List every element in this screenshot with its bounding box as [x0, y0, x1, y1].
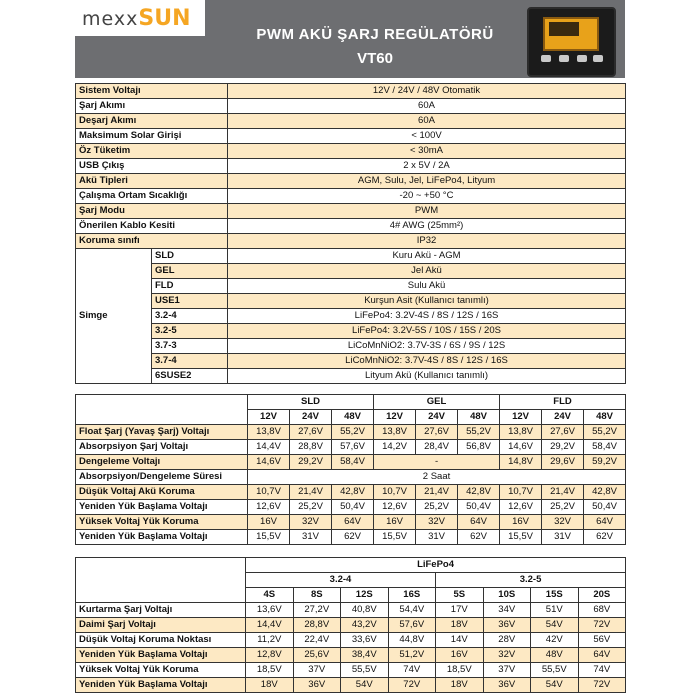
spec-label: Öz Tüketim: [76, 144, 228, 159]
value-cell: 37V: [293, 663, 341, 678]
value-cell: 16V: [374, 515, 416, 530]
symbol-row: [76, 309, 626, 324]
symbol-code: 3.2-4: [152, 309, 228, 324]
value-cell: 21,4V: [542, 485, 584, 500]
value-cell: 28,8V: [290, 440, 332, 455]
value-cell: 62V: [584, 530, 626, 545]
value-cell: 31V: [290, 530, 332, 545]
value-cell: 43,2V: [341, 618, 389, 633]
symbol-code: USE1: [152, 294, 228, 309]
spec-row: [76, 174, 626, 189]
table-row: [76, 648, 626, 663]
row-label: Absorpsiyon Şarj Voltajı: [76, 440, 248, 455]
symbol-row: [76, 369, 626, 384]
voltage-header: 48V: [458, 410, 500, 425]
value-cell: 58,4V: [584, 440, 626, 455]
spec-row: [76, 99, 626, 114]
group-header: 3.2-4: [246, 573, 436, 588]
symbol-desc: Lityum Akü (Kullanıcı tanımlı): [228, 369, 626, 384]
cell-count-header: 16S: [388, 588, 436, 603]
symbol-row: [76, 324, 626, 339]
table-row: [76, 663, 626, 678]
symbol-code: GEL: [152, 264, 228, 279]
value-cell: 55,2V: [458, 425, 500, 440]
spec-value: 2 x 5V / 2A: [228, 159, 626, 174]
value-cell: 18,5V: [436, 663, 484, 678]
value-cell: 27,6V: [542, 425, 584, 440]
value-cell: 54V: [341, 678, 389, 693]
value-cell: 29,2V: [542, 440, 584, 455]
value-cell: 14,2V: [374, 440, 416, 455]
value-cell: 72V: [388, 678, 436, 693]
value-cell: 32V: [290, 515, 332, 530]
value-cell: 42,8V: [332, 485, 374, 500]
row-label: Kurtarma Şarj Voltajı: [76, 603, 246, 618]
value-cell: 34V: [483, 603, 531, 618]
lifepo4-table: [75, 557, 626, 693]
value-cell: 51V: [531, 603, 579, 618]
row-label: Yeniden Yük Başlama Voltajı: [76, 530, 248, 545]
spec-row: [76, 129, 626, 144]
spec-value: IP32: [228, 234, 626, 249]
voltage-header: 24V: [290, 410, 332, 425]
value-cell: 25,6V: [293, 648, 341, 663]
spec-label: Maksimum Solar Girişi: [76, 129, 228, 144]
symbol-code: 3.2-5: [152, 324, 228, 339]
value-cell: 14,8V: [500, 455, 542, 470]
value-cell: 12,8V: [246, 648, 294, 663]
spec-row: [76, 189, 626, 204]
value-cell: 64V: [578, 648, 626, 663]
value-cell: 17V: [436, 603, 484, 618]
spec-value: < 100V: [228, 129, 626, 144]
spec-label: USB Çıkış: [76, 159, 228, 174]
value-cell: 10,7V: [374, 485, 416, 500]
value-cell: 64V: [458, 515, 500, 530]
symbol-code: SLD: [152, 249, 228, 264]
value-cell: 31V: [542, 530, 584, 545]
cell-count-header: 12S: [341, 588, 389, 603]
spec-value: 60A: [228, 114, 626, 129]
value-cell: 55,2V: [332, 425, 374, 440]
value-cell: 54,4V: [388, 603, 436, 618]
value-cell: 57,6V: [388, 618, 436, 633]
cell-count-header: 15S: [531, 588, 579, 603]
value-cell: 72V: [578, 618, 626, 633]
value-cell: 28,8V: [293, 618, 341, 633]
value-cell: 44,8V: [388, 633, 436, 648]
row-label: Yüksek Voltaj Yük Koruma: [76, 515, 248, 530]
value-cell: 62V: [332, 530, 374, 545]
group-header: SLD: [248, 395, 374, 410]
table-header-row: [76, 558, 626, 573]
table-header-row: [76, 395, 626, 410]
value-cell: 12,6V: [500, 500, 542, 515]
table-row: [76, 440, 626, 455]
value-cell: 15,5V: [248, 530, 290, 545]
controller-button: [541, 55, 551, 62]
table-row: [76, 618, 626, 633]
spec-row: [76, 234, 626, 249]
symbol-row: [76, 279, 626, 294]
brand-logo: mexxSUN: [82, 6, 191, 31]
spec-label: Çalışma Ortam Sıcaklığı: [76, 189, 228, 204]
controller-display: [549, 22, 579, 36]
cell-count-header: 5S: [436, 588, 484, 603]
symbol-row: [76, 264, 626, 279]
value-cell: 50,4V: [332, 500, 374, 515]
value-cell: 22,4V: [293, 633, 341, 648]
cell-count-header: 4S: [246, 588, 294, 603]
row-label: Dengeleme Voltajı: [76, 455, 248, 470]
voltage-header: 48V: [332, 410, 374, 425]
spec-label: Şarj Modu: [76, 204, 228, 219]
value-cell: -: [374, 455, 500, 470]
lifepo4-title: LiFePo4: [246, 558, 626, 573]
lead-acid-table: [75, 394, 626, 545]
symbol-code: 3.7-4: [152, 354, 228, 369]
spec-row: [76, 204, 626, 219]
value-cell: 48V: [531, 648, 579, 663]
symbol-row: [76, 339, 626, 354]
spec-value: < 30mA: [228, 144, 626, 159]
spec-row: [76, 84, 626, 99]
table-row: [76, 633, 626, 648]
symbol-desc: LiFePo4: 3.2V-5S / 10S / 15S / 20S: [228, 324, 626, 339]
spec-label: Koruma sınıfı: [76, 234, 228, 249]
controller-button: [593, 55, 603, 62]
value-cell: 64V: [332, 515, 374, 530]
value-cell: 21,4V: [290, 485, 332, 500]
spec-label: Akü Tipleri: [76, 174, 228, 189]
symbol-desc: LiFePo4: 3.2V-4S / 8S / 12S / 16S: [228, 309, 626, 324]
group-header: 3.2-5: [436, 573, 626, 588]
voltage-header: 24V: [542, 410, 584, 425]
value-cell: 54V: [531, 618, 579, 633]
voltage-header: 12V: [248, 410, 290, 425]
row-label: Yeniden Yük Başlama Voltajı: [76, 678, 246, 693]
value-cell: 50,4V: [458, 500, 500, 515]
value-cell: 10,7V: [500, 485, 542, 500]
spec-value: 12V / 24V / 48V Otomatik: [228, 84, 626, 99]
value-cell: 18,5V: [246, 663, 294, 678]
spec-label: Sistem Voltajı: [76, 84, 228, 99]
value-cell: 15,5V: [500, 530, 542, 545]
value-cell: 59,2V: [584, 455, 626, 470]
voltage-header: 48V: [584, 410, 626, 425]
value-cell: 10,7V: [248, 485, 290, 500]
row-label: Daimi Şarj Voltajı: [76, 618, 246, 633]
value-cell: 16V: [436, 648, 484, 663]
value-cell: 32V: [416, 515, 458, 530]
spec-label: Önerilen Kablo Kesiti: [76, 219, 228, 234]
spec-value: PWM: [228, 204, 626, 219]
value-cell: 42,8V: [458, 485, 500, 500]
row-label: Yeniden Yük Başlama Voltajı: [76, 648, 246, 663]
value-cell: 36V: [483, 618, 531, 633]
value-cell: 74V: [388, 663, 436, 678]
value-cell: 18V: [246, 678, 294, 693]
value-cell: 36V: [293, 678, 341, 693]
value-cell: 11,2V: [246, 633, 294, 648]
value-cell: 72V: [578, 678, 626, 693]
row-label: Absorpsiyon/Dengeleme Süresi: [76, 470, 248, 485]
value-cell: 38,4V: [341, 648, 389, 663]
value-cell: 16V: [248, 515, 290, 530]
value-cell: 12,6V: [374, 500, 416, 515]
value-cell: 18V: [436, 678, 484, 693]
value-cell: 32V: [483, 648, 531, 663]
symbol-desc: Sulu Akü: [228, 279, 626, 294]
spec-value: AGM, Sulu, Jel, LiFePo4, Lityum: [228, 174, 626, 189]
spec-value: 60A: [228, 99, 626, 114]
value-cell: 55,5V: [531, 663, 579, 678]
symbol-code: 3.7-3: [152, 339, 228, 354]
value-cell: 15,5V: [374, 530, 416, 545]
spec-row: [76, 159, 626, 174]
value-cell: 55,5V: [341, 663, 389, 678]
row-label: Yeniden Yük Başlama Voltajı: [76, 500, 248, 515]
symbol-desc: LiCoMnNiO2: 3.7V-3S / 6S / 9S / 12S: [228, 339, 626, 354]
value-cell: 40,8V: [341, 603, 389, 618]
table-row: [76, 455, 626, 470]
value-cell: 74V: [578, 663, 626, 678]
value-cell: 28V: [483, 633, 531, 648]
table-row: [76, 470, 626, 485]
model-name: VT60: [357, 50, 393, 67]
spec-row: [76, 114, 626, 129]
value-cell: 56,8V: [458, 440, 500, 455]
spec-row: [76, 219, 626, 234]
value-cell: 25,2V: [416, 500, 458, 515]
symbol-code: 6SUSE2: [152, 369, 228, 384]
value-cell: 55,2V: [584, 425, 626, 440]
value-cell: 14,4V: [246, 618, 294, 633]
table-row: [76, 500, 626, 515]
table-row: [76, 603, 626, 618]
value-cell: 50,4V: [584, 500, 626, 515]
symbol-desc: Kurşun Asit (Kullanıcı tanımlı): [228, 294, 626, 309]
value-cell: 18V: [436, 618, 484, 633]
value-cell: 54V: [531, 678, 579, 693]
table-row: [76, 530, 626, 545]
value-cell: 32V: [542, 515, 584, 530]
value-cell: 68V: [578, 603, 626, 618]
cell-count-header: 8S: [293, 588, 341, 603]
symbol-desc: LiCoMnNiO2: 3.7V-4S / 8S / 12S / 16S: [228, 354, 626, 369]
value-cell: 58,4V: [332, 455, 374, 470]
symbol-row: [76, 294, 626, 309]
empty-cell: [76, 558, 246, 603]
value-cell: 56V: [578, 633, 626, 648]
symbol-row: [76, 249, 626, 264]
value-cell: 62V: [458, 530, 500, 545]
voltage-header: 12V: [374, 410, 416, 425]
spec-label: Şarj Akımı: [76, 99, 228, 114]
voltage-header: 24V: [416, 410, 458, 425]
table-row: [76, 678, 626, 693]
value-cell: 13,8V: [248, 425, 290, 440]
page-title: PWM AKÜ ŞARJ REGÜLATÖRÜ: [256, 26, 494, 43]
spec-value: -20 ~ +50 °C: [228, 189, 626, 204]
value-cell: 13,6V: [246, 603, 294, 618]
table-row: [76, 425, 626, 440]
row-label: Düşük Voltaj Akü Koruma: [76, 485, 248, 500]
symbol-code: FLD: [152, 279, 228, 294]
controller-button: [577, 55, 587, 62]
spec-value: 4# AWG (25mm²): [228, 219, 626, 234]
value-cell: 13,8V: [374, 425, 416, 440]
spec-label: Deşarj Akımı: [76, 114, 228, 129]
value-cell: 25,2V: [290, 500, 332, 515]
controller-image: [527, 7, 616, 77]
empty-cell: [76, 395, 248, 425]
row-label: Yüksek Voltaj Yük Koruma: [76, 663, 246, 678]
symbol-row: [76, 354, 626, 369]
value-cell: 42V: [531, 633, 579, 648]
value-cell: 14,6V: [500, 440, 542, 455]
value-cell: 29,2V: [290, 455, 332, 470]
value-cell: 29,6V: [542, 455, 584, 470]
row-label: Float Şarj (Yavaş Şarj) Voltajı: [76, 425, 248, 440]
value-cell: 36V: [483, 678, 531, 693]
spec-row: [76, 144, 626, 159]
span-value: 2 Saat: [248, 470, 626, 485]
cell-count-header: 10S: [483, 588, 531, 603]
row-label: Düşük Voltaj Koruma Noktası: [76, 633, 246, 648]
value-cell: 27,6V: [290, 425, 332, 440]
table-row: [76, 515, 626, 530]
value-cell: 28,4V: [416, 440, 458, 455]
value-cell: 64V: [584, 515, 626, 530]
value-cell: 37V: [483, 663, 531, 678]
value-cell: 33,6V: [341, 633, 389, 648]
spec-table: [75, 83, 626, 384]
value-cell: 25,2V: [542, 500, 584, 515]
group-header: GEL: [374, 395, 500, 410]
value-cell: 31V: [416, 530, 458, 545]
value-cell: 42,8V: [584, 485, 626, 500]
value-cell: 27,6V: [416, 425, 458, 440]
voltage-header: 12V: [500, 410, 542, 425]
table-row: [76, 485, 626, 500]
symbol-desc: Jel Akü: [228, 264, 626, 279]
cell-count-header: 20S: [578, 588, 626, 603]
value-cell: 51,2V: [388, 648, 436, 663]
value-cell: 13,8V: [500, 425, 542, 440]
value-cell: 21,4V: [416, 485, 458, 500]
symbol-desc: Kuru Akü - AGM: [228, 249, 626, 264]
value-cell: 14,4V: [248, 440, 290, 455]
value-cell: 14,6V: [248, 455, 290, 470]
value-cell: 14V: [436, 633, 484, 648]
value-cell: 16V: [500, 515, 542, 530]
value-cell: 12,6V: [248, 500, 290, 515]
value-cell: 27,2V: [293, 603, 341, 618]
group-header: FLD: [500, 395, 626, 410]
symbol-label: Simge: [76, 249, 152, 384]
controller-button: [559, 55, 569, 62]
value-cell: 57,6V: [332, 440, 374, 455]
